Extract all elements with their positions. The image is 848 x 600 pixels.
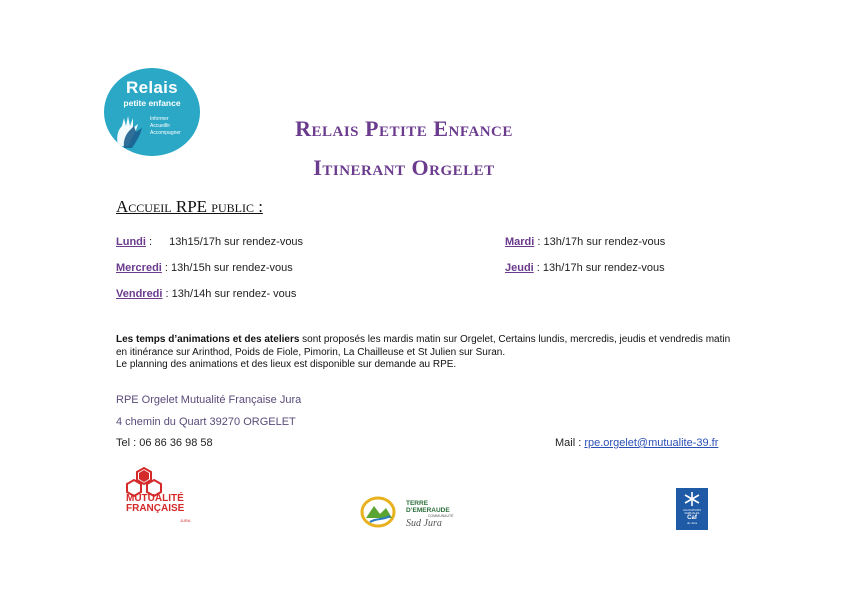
day-label: Mardi (505, 236, 535, 248)
day-sep: : (533, 262, 540, 274)
schedule-jeudi (505, 262, 665, 274)
contact-address: 4 chemin du Quart 39270 ORGELET (116, 416, 296, 428)
mail-link[interactable]: rpe.orgelet@mutualite-39.fr (584, 437, 719, 449)
schedule-lundi (116, 236, 303, 248)
mutualite-francaise-logo (124, 466, 204, 530)
day-sep: : (145, 236, 153, 248)
te-line2: D’EMERAUDE (406, 507, 450, 514)
day-hours: 13h15/17h sur rendez-vous (169, 236, 304, 248)
logo-tag-1: Informer (150, 116, 169, 122)
day-hours: 13h/17h sur rendez-vous (543, 236, 666, 248)
page-subtitle: Itinerant Orgelet (313, 155, 495, 180)
schedule-vendredi (116, 288, 296, 300)
logo-tag-3: Accompagner (150, 130, 181, 136)
paragraph-line2: Le planning des animations et des lieux est disponible sur demande au RPE. (116, 359, 457, 370)
landscape-icon (360, 494, 400, 530)
activities-paragraph (116, 334, 736, 372)
contact-mail (555, 437, 718, 449)
rpe-logo (104, 68, 200, 156)
accueil-heading: Accueil RPE public : (116, 197, 263, 216)
day-label: Vendredi (116, 288, 163, 300)
mail-label: Mail : (555, 437, 585, 449)
contact-org: RPE Orgelet Mutualité Française Jura (116, 394, 302, 406)
te-line1: TERRE (406, 500, 429, 507)
schedule-mardi (505, 236, 665, 248)
mf-sub: JURA (180, 518, 191, 523)
day-label: Jeudi (505, 262, 534, 274)
te-sub: COMMUNAUTÉ (428, 514, 454, 518)
logo-tag-2: Accueillir (150, 123, 171, 129)
logo-subtitle: petite enfance (123, 98, 181, 108)
mf-line2: FRANÇAISE (126, 503, 185, 514)
day-hours: 13h/15h sur rendez-vous (171, 262, 293, 274)
day-label: Lundi (116, 236, 146, 248)
mf-line1: MUTUALITÉ (126, 493, 184, 504)
paragraph-body: sont proposés les mardis matin sur Orgelet, Certains lundis, mercredis, jeudis et vendredis matin en itinérance sur Arinthod, Poids de Fiole, Pimorin, La Chailleuse et St Julien sur Suran. (116, 334, 731, 358)
day-label: Mercredi (116, 262, 162, 274)
snowflake-icon (676, 490, 708, 508)
caf-logo (676, 488, 708, 530)
day-hours: 13h/17h sur rendez-vous (542, 262, 665, 274)
day-sep: : (534, 236, 541, 248)
day-sep: : (161, 262, 168, 274)
caf-line2: Caf (687, 515, 697, 521)
logo-title: Relais (126, 78, 178, 97)
caf-line1: ALLOCATIONS FAMILIALES (683, 509, 701, 515)
terre-emeraude-logo (360, 494, 470, 534)
te-script: Sud Jura (406, 518, 442, 529)
day-sep: : (162, 288, 169, 300)
caf-sub: du Jura (686, 521, 697, 525)
page-title: Relais Petite Enfance (295, 116, 513, 141)
contact-tel: Tel : 06 86 36 98 58 (116, 437, 213, 449)
paragraph-lead: Les temps d’animations et des ateliers (116, 334, 300, 345)
schedule-mercredi (116, 262, 293, 274)
day-hours: 13h/14h sur rendez- vous (171, 288, 297, 300)
